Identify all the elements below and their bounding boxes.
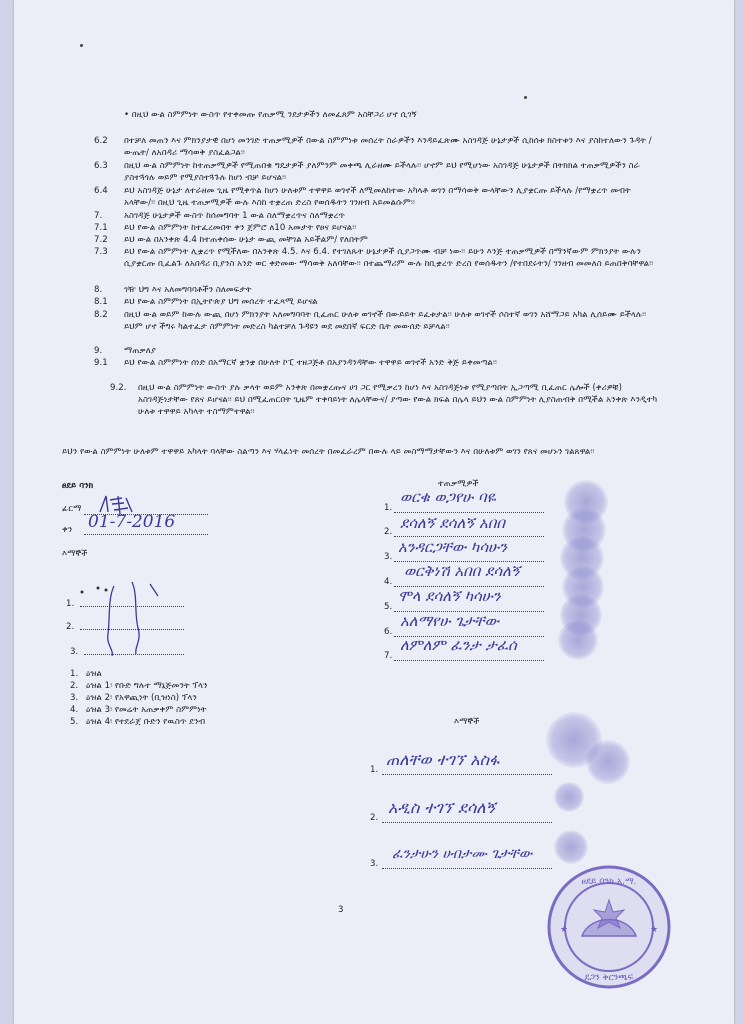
clause-number: 7.1 <box>94 223 108 233</box>
svg-text:ደጋን ቅርንጫፍ: ደጋን ቅርንጫፍ <box>584 973 634 983</box>
witness-line <box>382 774 552 775</box>
witness-number: 3. <box>70 647 79 657</box>
svg-text:★: ★ <box>650 925 659 935</box>
witness-number: 2. <box>370 813 379 823</box>
beneficiary-number: 1. <box>384 503 393 513</box>
lender-heading: ፀደይ ባንክ <box>62 481 94 491</box>
clause-text: ይህ ውል በአንቀጽ 4.4 ከተጠቀሰው ሁኔታ ውጪ መቸገል አይችልም/ የለበትም <box>124 235 368 245</box>
beneficiary-number: 7. <box>384 651 393 661</box>
clause-number: 8.2 <box>94 310 108 320</box>
clause-text: በዚህ ውል ስምምነት ከተጠቃሚዎች የሚጠበቁ ግዴታዎች ያለምንም መቀጫ ሊራዘሙ ይችላሉ፡፡ ሆኖም ይህ የሚሆነው አስገዳጅ ሁኔታዎች በትክክል ተጠቃሚዎችን ስራ ያስተጓጎሉ ወይም የሚያስተጓጉሉ ከሆነ ብቻ ይሆናል፡፡ <box>124 161 640 184</box>
beneficiary-line <box>394 536 544 537</box>
witness-number: 1. <box>370 765 379 775</box>
witness-name: አዲስ ተገኘ ደሳለኝ <box>388 798 496 817</box>
beneficiary-name: ሞላ ደሳለኝ ካሳሁን <box>398 587 501 605</box>
annex-item: ዕዝል 4፡ የተደራጀ ቡድን የዉስጥ ደንብ <box>86 717 206 727</box>
clause-text: በተቻለ መጠን እና ምክንያታዊ በሆነ መንገድ ተጠቃሚዎች በውል ስምምነቱ መሰረት ስራዎችን እንዳይፈጽሙ አስገዳጅ ሁኔታዎች ሲከሰቱ ክስተቱን እና ያስከተለውን ጉዳት /ውጤት/ ለአበዳሪ ማሳወቅ ያስፈልጋል፡፡ <box>124 136 652 159</box>
beneficiary-line <box>394 660 544 661</box>
clause-text: በዚህ ውል ስምምነት ውስጥ ያሉ ቃላት ወይም አንቀጽ በመቋረጡና ሀገ ጋር የሚቃረን ከሆነ እና አስገዳጅነቱ የሚያጣበት ኢጋጣሚ ቢፈጠር ሌሎች (ቀሪዎቹ) አስገዳጅነታቸው የጸና ይሆናል፡፡ ይህ በሚፈጠርበት ጊዜም ተቀባይነት ለሌላቸውና/ ያጣው የውል ክፍል በሌላ ይህን ውል ስምምነት ሊያስጠብቅ በሚችል አንቀጽ እንዲተካ ሁለቱ ተዋዋይ አካላት ተስማምተዋል፡፡ <box>138 383 658 418</box>
scan-speck <box>80 44 83 47</box>
clause-text: ይህ የውል ስምምነት ሰነድ በአማርኛ ቋንቋ በሁለት ኮፒ ተዘጋጅቶ በአያንዳንዳቸው ተዋዋይ ወገኖች አንድ ቅጅ ይቀመጣል፡፡ <box>124 358 497 368</box>
beneficiary-name: ወርቅነሽ አበበ ደሳለኝ <box>404 562 520 580</box>
clause-number: 7.2 <box>94 235 108 245</box>
page-number: 3 <box>338 905 344 915</box>
witness-line <box>382 822 552 823</box>
witness-name: ፈንታሁን ሀብታሙ ጌታቸው <box>392 846 533 862</box>
beneficiary-name: ወርቁ ወጋየሁ ባዬ <box>400 488 496 506</box>
svg-text:★: ★ <box>560 925 569 935</box>
annex-item: ዕዝል 2፡ የአዋጪነት (ቢዝነስ) ፕላን <box>86 693 197 703</box>
clause-heading: ገዥ ህግ እና አለመግባባቶችን ስለመፍታት <box>124 285 252 295</box>
clause-number: 6.4 <box>94 186 108 196</box>
annex-number: 3. <box>70 693 79 703</box>
clause-number: 6.2 <box>94 136 108 146</box>
svg-text:ፀደይ ባንክ አ.ማ.: ፀደይ ባንክ አ.ማ. <box>581 877 637 887</box>
handwritten-date: 01-7-2016 <box>88 512 176 532</box>
thumbprint <box>558 620 598 660</box>
clause-heading: ማጠቃለያ <box>124 346 156 356</box>
annex-number: 5. <box>70 717 79 727</box>
clause-text: ይህ አስገዳጅ ሁኔታ ለተራዘመ ጊዜ የሚቀጥል ከሆነ ሁለቱም ተዋዋይ ወገኖች ለሚመለከተው አካላቶ ወገን በማሳወቅ ውላቸውን ሊያቋርጡ ይችላሉ /የማቋረጥ መብት አላቸው/፡፡ በዚህ ጊዜ ተጠቃሚዎች ውሉ እስከ ተቋረጠ ድረስ የወሰዱትን ገንዘብ አይመልሱም፡፡ <box>124 186 631 209</box>
clause-text: ይህ የውል ስምምነት በኢትዮጵያ ህግ መሰረት ተፈጻሚ ይሆናል <box>124 297 318 307</box>
witness-name: ጠለቸወ ተገኘ አስፋ <box>386 750 500 769</box>
clause-number: 7. <box>94 211 103 221</box>
thumbprint <box>554 830 588 864</box>
clause-number: 8.1 <box>94 297 108 307</box>
clause-heading: አስገዳጅ ሁኔታዎች ውስጥ ከሰመግባት 1 ውል ስለማቋረጥና ስለማቋረጥ <box>124 211 346 221</box>
clause-number: 7.3 <box>94 247 108 257</box>
annex-number: 1. <box>70 669 79 679</box>
annex-item: ዕዝል 3፡ የመሬት አጠቃቀም ስምምነት <box>86 705 207 715</box>
scan-speck <box>524 96 527 99</box>
witness-line <box>382 868 552 869</box>
document-page <box>14 0 734 1024</box>
clause-number: 8. <box>94 285 103 295</box>
clause-number: 9.2. <box>110 383 127 393</box>
clause-text: ይህ የውል ስምምነት ሊቋረጥ የሚችለው በአንቀጽ 4.5. እና 6.4. የተገለጹት ሁኔታዎች ሲያጋጥሙ ብቻ ነው፡፡ ይሁን እንጅ ተጠቃሚዎች በማንኛውም ምክንያት ውሉን ሲያቋርጡ ቢፈልጉ ለአበዳሪ ቢያንስ አንድ ወር ቀድመው ማሳወቅ አለባቸው፡፡ በተጨማሪም ውሉ ከቢቋረጥ ድረስ የወሰዱትን /የተበደሩትን/ ገንዘብ መመለስ ይጠበቅባቸዋል፡፡ <box>124 247 654 270</box>
thumbprint <box>554 782 584 812</box>
beneficiary-number: 6. <box>384 627 393 637</box>
date-line <box>84 534 208 535</box>
clause-number: 9.1 <box>94 358 108 368</box>
beneficiary-name: ለምለም ፈንታ ታፈሰ <box>400 636 517 654</box>
lender-witnesses-heading: እማኞች <box>62 549 88 559</box>
signature-label: ፊርማ <box>62 504 82 514</box>
annex-item: ዕዝል 1፡ የቡድ ግሉተ ማኔጅመንት ፕላን <box>86 681 208 691</box>
closing-statement: ይህን የውል ስምምነት ሁለቱም ተዋዋይ አካላት ባላቸው ስልጣን እና ሃላፊነት መሰረት በመፈራረም በውሉ ላይ መስማማታቸውን እና በሁለቱም ወገን የጸና መሆኑን ገልጸዋል፡፡ <box>62 447 595 457</box>
bank-stamp <box>544 862 674 992</box>
beneficiary-number: 3. <box>384 552 393 562</box>
clause-number: 9. <box>94 346 103 356</box>
clause-text: ይህ የውል ስምምነት ከተፈረመበት ቀን ጀምሮ ለ10 አመታት የፀና ይሆናል፡፡ <box>124 223 357 233</box>
beneficiary-name: አንዳርጋቸው ካሳሁን <box>398 538 507 556</box>
annex-number: 4. <box>70 705 79 715</box>
witness-number: 2. <box>66 622 75 632</box>
clause-number: 6.3 <box>94 161 108 171</box>
witness-number: 3. <box>370 859 379 869</box>
annex-number: 2. <box>70 681 79 691</box>
beneficiaries-witnesses-heading: እማኞች <box>454 717 480 727</box>
beneficiaries-heading: ተጠቃሚዎች <box>438 479 479 489</box>
witness-signature-scribbles <box>54 578 174 658</box>
date-label: ቀን <box>62 525 73 535</box>
thumbprint <box>586 740 630 784</box>
beneficiary-number: 5. <box>384 602 393 612</box>
beneficiary-line <box>394 512 544 513</box>
beneficiary-number: 4. <box>384 577 393 587</box>
intro-bullet-line: • በዚህ ውል ስምምነት ውስጥ የተቀመጡ የጠቃሚ ንደታዎችን ለመፈጸም አስቸጋሪ ሆኖ ሲገኝ <box>124 110 417 120</box>
witness-number: 1. <box>66 599 75 609</box>
beneficiary-number: 2. <box>384 527 393 537</box>
beneficiary-name: ደሳለኝ ደሳለኝ አበበ <box>400 514 505 532</box>
beneficiary-name: አለማየሁ ጌታቸው <box>400 612 500 630</box>
clause-text: በዚህ ውል ወይም ከውሉ ውጪ በሆነ ምክንያት አለመግባባት ቢፈጠር ሁለቱ ወገኖች በውይይት ይፈቱታል፡፡ ሁለቱ ወገኖች ሶስተኛ ወገን አሸማጋይ አካል ሊሰይሙ ይችላሉ፡፡ ይህም ሆኖ ችግሩ ካልተፈታ ስምምነት መድረስ ካልተቻለ ጉዳዩን ወደ መደበኛ ፍርድ ቤት መውሰድ ይቻላል፡፡ <box>124 310 647 333</box>
annex-item: ዕዝል <box>86 669 102 679</box>
